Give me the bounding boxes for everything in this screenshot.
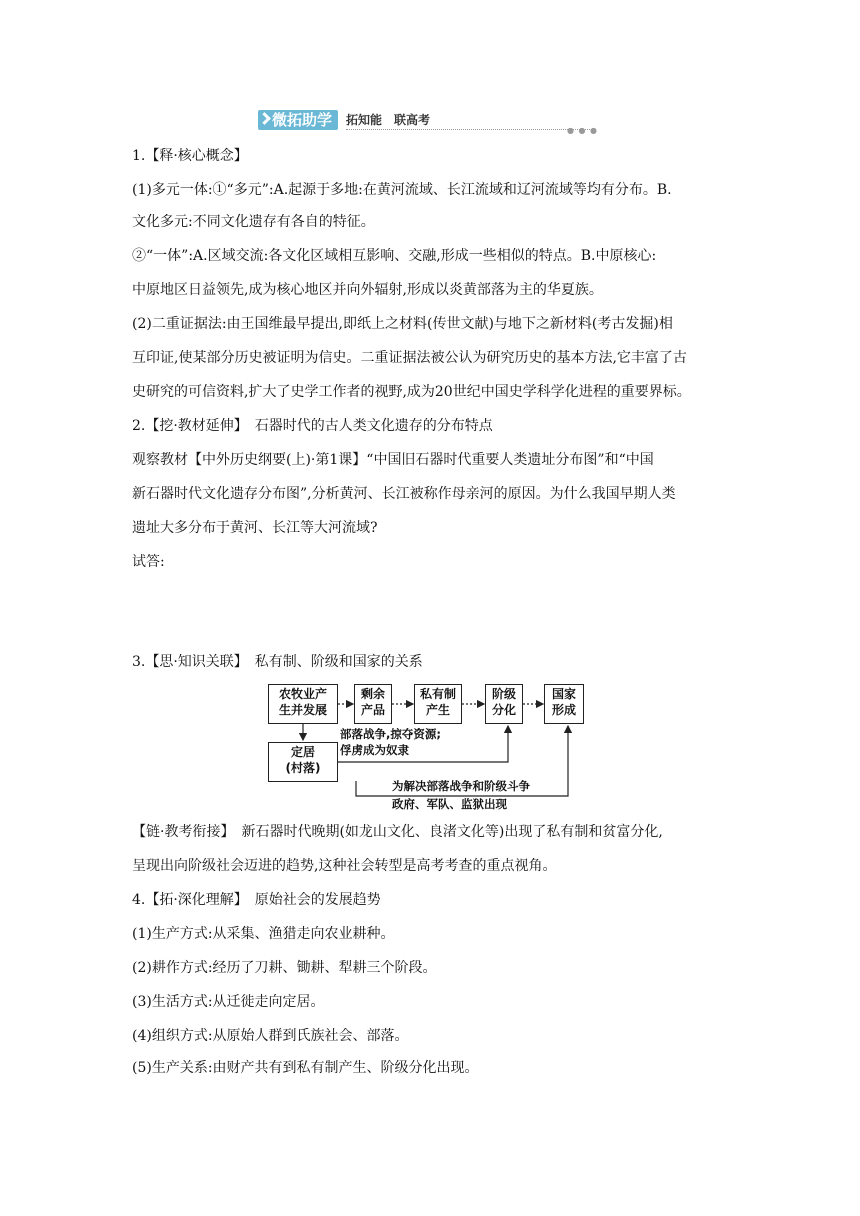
text-line: 中原地区日益领先,成为核心地区并向外辐射,形成以炎黄部落为主的华夏族。 — [132, 282, 603, 298]
war-label-line2: 俘虏成为奴隶 — [340, 743, 409, 757]
text-line: (1)多元一体:①“多元”:A.起源于多地:在黄河流域、长江流域和辽河流域等均有分布。B. — [132, 182, 672, 198]
box-agriculture-line2: 生并发展 — [278, 703, 327, 717]
box-settlement-line2: (村落) — [285, 761, 321, 775]
text-line: (2)二重证据法:由王国维最早提出,即纸上之材料(传世文献)与地下之新材料(考古发掘)相 — [132, 316, 673, 332]
banner-subtitle: 拓知能 联高考 — [346, 113, 431, 127]
war-label-line1: 部落战争,掠夺资源; — [340, 727, 441, 741]
box-class-line2: 分化 — [491, 703, 516, 717]
relationship-diagram — [268, 684, 584, 814]
text-line: 互印证,使某部分历史被证明为信史。二重证据法被公认为研究历史的基本方法,它丰富了古 — [132, 350, 687, 366]
box-surplus-line1: 剩余 — [360, 687, 385, 701]
text-line: (1)生产方式:从采集、渔猎走向农业耕种。 — [132, 926, 395, 942]
box-agriculture-line1: 农牧业产 — [278, 687, 327, 701]
box-surplus-line2: 产品 — [360, 703, 385, 717]
box-state-line1: 国家 — [551, 687, 576, 701]
box-private-ownership — [414, 684, 462, 724]
state-label-line2: 政府、军队、监狱出现 — [392, 797, 507, 811]
text-line: 史研究的可信资料,扩大了史学工作者的视野,成为20世纪中国史学科学化进程的重要界标。 — [132, 384, 691, 400]
box-class-division — [485, 684, 523, 724]
box-surplus — [354, 684, 392, 724]
box-agriculture — [268, 684, 338, 724]
text-line: 观察教材【中外历史纲要(上)·第1课】“中国旧石器时代重要人类遗址分布图”和“中国 — [132, 452, 654, 468]
banner-title: 微拓助学 — [258, 110, 338, 130]
text-line: 遗址大多分布于黄河、长江等大河流域? — [132, 520, 378, 536]
text-line: 新石器时代文化遗存分布图”,分析黄河、长江被称作母亲河的原因。为什么我国早期人类 — [132, 486, 676, 502]
banner-dots-icon: ● ● ● — [566, 126, 598, 135]
box-state-formation — [544, 684, 584, 724]
text-line: (5)生产关系:由财产共有到私有制产生、阶级分化出现。 — [132, 1060, 479, 1076]
text-line: (2)耕作方式:经历了刀耕、锄耕、犁耕三个阶段。 — [132, 960, 437, 976]
text-line: ②“一体”:A.区域交流:各文化区域相互影响、交融,形成一些相似的特点。B.中原核心: — [132, 248, 657, 264]
heading-deep-understanding: 4.【拓·深化理解】 原始社会的发展趋势 — [132, 892, 381, 908]
heading-textbook-extension: 2.【挖·教材延伸】 石器时代的古人类文化遗存的分布特点 — [132, 418, 493, 434]
heading-core-concepts: 1.【释·核心概念】 — [132, 148, 248, 164]
heading-knowledge-link: 3.【思·知识关联】 私有制、阶级和国家的关系 — [132, 654, 423, 670]
box-class-line1: 阶级 — [491, 687, 516, 701]
box-private-line2: 产生 — [425, 703, 450, 717]
answer-label: 试答: — [132, 554, 165, 570]
text-line: (3)生活方式:从迁徙走向定居。 — [132, 994, 325, 1010]
text-line: 文化多元:不同文化遗存有各自的特征。 — [132, 214, 375, 230]
text-line: 呈现出向阶级社会迈进的趋势,这种社会转型是高考考查的重点视角。 — [132, 858, 557, 874]
text-line: (4)组织方式:从原始人群到氏族社会、部落。 — [132, 1028, 409, 1044]
banner-rule — [346, 129, 590, 130]
box-settlement-line1: 定居 — [290, 745, 315, 759]
box-state-line2: 形成 — [551, 703, 576, 717]
state-label-line1: 为解决部落战争和阶级斗争 — [392, 779, 530, 793]
section-banner — [258, 110, 598, 135]
box-settlement — [268, 742, 338, 782]
box-private-line1: 私有制 — [419, 687, 456, 701]
heading-exam-link: 【链·教考衔接】 新石器时代晚期(如龙山文化、良渚文化等)出现了私有制和贫富分化, — [132, 824, 663, 840]
